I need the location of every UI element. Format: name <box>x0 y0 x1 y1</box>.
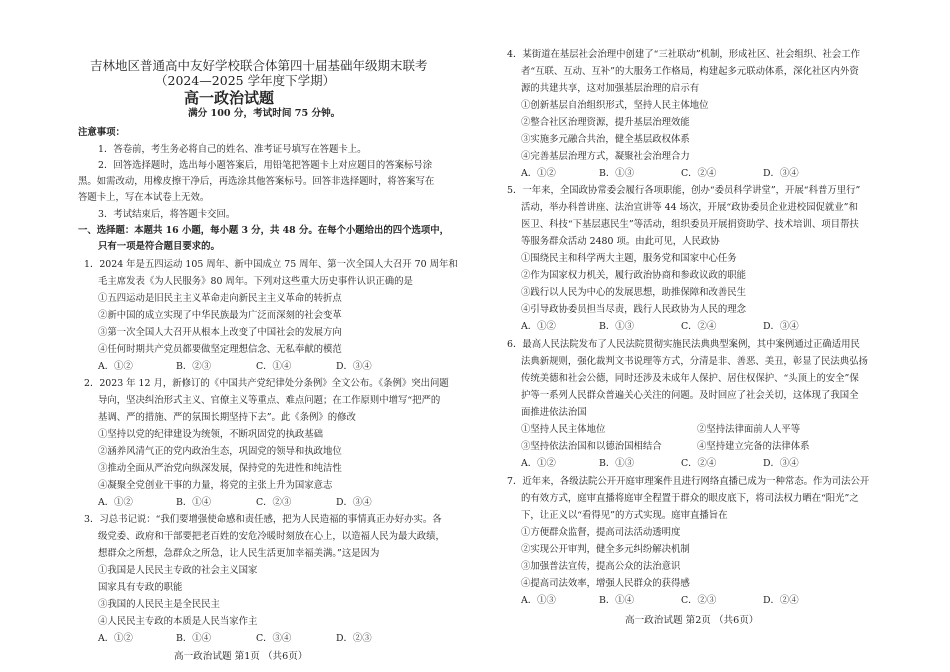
option-c[interactable]: C．③④ <box>256 633 292 644</box>
option-b[interactable]: B．①③ <box>599 458 635 469</box>
option-a[interactable]: A．①② <box>98 633 133 644</box>
option-c[interactable]: C．②④ <box>681 321 717 332</box>
section-heading: 一、选择题：本题共 16 小题，每小题 3 分，共 48 分。在每个小题给出的四个选项中， <box>78 225 449 236</box>
question-text: 5．一年来，全国政协常委会履行各项职能，创办“委员科学讲堂”，开展“科普万里行” <box>507 185 861 196</box>
question-text: 4．某街道在基层社会治理中创建了“三社联动”机制，形成社区、社会组织、社会工作 <box>507 49 861 60</box>
statement: ①围绕民主和科学两大主题，服务党和国家中心任务 <box>521 253 737 264</box>
option-b[interactable]: B．②③ <box>176 361 212 372</box>
option-b[interactable]: B．①③ <box>599 321 635 332</box>
note-item: 黑。如需改动，用橡皮擦干净后，再选涂其他答案标号。回答非选择题时，将答案写在 <box>78 176 435 187</box>
page-2 <box>475 0 950 672</box>
statement: ①方便群众监督，提高司法活动透明度 <box>521 527 681 538</box>
statement: ③推动全面从严治党向纵深发展，保持党的先进性和纯洁性 <box>98 463 342 474</box>
question-text: 2．2023 年 12 月，新修订的《中国共产党纪律处分条例》全文公布。《条例》突出问题 <box>84 378 449 389</box>
statement: ④任何时期共产党员都要做坚定理想信念、无私奉献的模范 <box>98 344 342 355</box>
question-text: 3．习总书记说：“我们要增强使命感和责任感，把为人民造福的事情真正办好办实。各 <box>84 514 442 525</box>
question-text: 6．最高人民法院发布了人民法院贯彻实施民法典典型案例，其中案例通过正确适用民 <box>507 339 860 350</box>
question-text: 者“互联、互动、互补”的大服务工作格局，构建起多元联动体系，深化社区内外资 <box>521 66 859 77</box>
statement: ②涵养风清气正的党内政治生态，巩固党的领导和执政地位 <box>98 446 342 457</box>
question-text: 毛主席发表《为人民服务》80 周年。下列对这些重大历史事件认识正确的是 <box>98 276 413 287</box>
exam-title-line1: 吉林地区普通高中友好学校联合体第四十届基础年级期末联考 <box>90 58 428 73</box>
statement: ②作为国家权力机关，履行政治协商和参政议政的职能 <box>521 270 747 281</box>
option-c[interactable]: C．②③ <box>256 497 292 508</box>
option-b[interactable]: B．①④ <box>599 595 635 606</box>
question-text: 导向，坚决纠治形式主义、官僚主义等重点、难点问题；在工作原则中增写“把严的 <box>98 395 441 406</box>
question-text: 等服务群众活动 2480 项。由此可见，人民政协 <box>521 236 720 247</box>
statement: ②新中国的成立实现了中华民族最为广泛而深刻的社会变革 <box>98 310 342 321</box>
note-item: 3．考试结束后，将答题卡交回。 <box>98 209 236 220</box>
statement: ③践行以人民为中心的发展思想，助推保障和改善民生 <box>521 287 747 298</box>
statement: ③第一次全国人大召开从根本上改变了中国社会的发展方向 <box>98 327 342 338</box>
statement: ①坚持以党的纪律建设为统领，不断巩固党的执政基础 <box>98 429 324 440</box>
statement: ③实施多元融合共治，健全基层政权体系 <box>521 134 690 145</box>
option-a[interactable]: A．①② <box>98 497 133 508</box>
question-text: 1．2024 年是五四运动 105 周年、新中国成立 75 周年、第一次全国人大召开 70 周年和 <box>84 259 458 270</box>
option-c[interactable]: C．①④ <box>256 361 292 372</box>
question-text: 护等一系列人民群众普遍关心关注的问题。及时回应了社会关切，这体现了我国全 <box>521 390 859 401</box>
option-d[interactable]: D．③④ <box>763 168 799 179</box>
statement: ①我国是人民民主专政的社会主义国家 <box>98 565 258 576</box>
score-time-info: 满分 100 分，考试时间 75 分钟。 <box>188 108 341 119</box>
page-footer: 高一政治试题 第1页 （共6页） <box>174 651 308 662</box>
option-d[interactable]: D．③④ <box>763 458 799 469</box>
statement: 国家具有专政的职能 <box>98 582 183 593</box>
question-text: 源的共建共享，这对加强基层治理的启示有 <box>521 83 700 94</box>
exam-subject-title: 高一政治试题 <box>184 89 275 107</box>
option-a[interactable]: A．①② <box>98 361 133 372</box>
section-heading: 只有一项是符合题目要求的。 <box>98 241 220 252</box>
question-text: 想群众之所想，急群众之所急，让人民生活更加幸福美满。”这是因为 <box>98 548 380 559</box>
question-text: 活动，举办科普讲座、法治宣讲等 44 场次，开展“政协委员企业进校园促就业”和 <box>521 202 858 213</box>
statement: ②坚持法律面前人人平等 <box>697 424 801 435</box>
option-a[interactable]: A．①② <box>521 168 556 179</box>
statement: ④引导政协委员担当尽责，践行人民政协为人民的理念 <box>521 304 747 315</box>
option-b[interactable]: B．①③ <box>599 168 635 179</box>
statement: ③坚持依法治国和以德治国相结合 <box>521 441 662 452</box>
statement: ①创新基层自治组织形式，坚持人民主体地位 <box>521 100 709 111</box>
page-footer: 高一政治试题 第2页 （共6页） <box>625 615 759 626</box>
option-a[interactable]: A．①③ <box>521 595 556 606</box>
question-text: 7．近年来，各级法院公开开庭审理案件且进行网络直播已成为一种常态。作为司法公开 <box>507 476 870 487</box>
option-c[interactable]: C．②④ <box>681 458 717 469</box>
option-c[interactable]: C．②③ <box>681 595 717 606</box>
question-text: 医卫、科技“下基层惠民生”等活动，组织委员开展捐资助学、技术培训、项目帮扶 <box>521 219 859 230</box>
statement: ③我国的人民民主是全民民主 <box>98 599 220 610</box>
note-item: 2．回答选择题时，选出每小题答案后，用铅笔把答题卡上对应题目的答案标号涂 <box>98 160 433 171</box>
question-text: 传统美德和社会公德，同时还涉及未成年人保护、居住权保护、“头顶上的安全”保 <box>521 373 859 384</box>
option-d[interactable]: D．②③ <box>336 633 372 644</box>
question-text: 法典新规则，强化裁判文书说理等方式，分清是非、善恶、美丑，彰显了民法典弘扬 <box>521 356 868 367</box>
statement: ④完善基层治理方式，凝聚社会治理合力 <box>521 151 690 162</box>
statement: ①五四运动是旧民主主义革命走向新民主主义革命的转折点 <box>98 293 342 304</box>
option-d[interactable]: D．③④ <box>763 321 799 332</box>
note-item: 1．答卷前，考生务必将自己的姓名、准考证号填写在答题卡上。 <box>98 144 367 155</box>
question-text: 级党委、政府和干部要把老百姓的安危冷暖时刻放在心上，以造福人民为最大政绩， <box>98 531 445 542</box>
question-text: 的有效方式，庭审直播将庭审全程置于群众的眼皮底下，将司法权力晒在“阳光”之 <box>521 493 859 504</box>
question-text: 面推进依法治国 <box>521 407 587 418</box>
option-d[interactable]: D．③④ <box>336 497 372 508</box>
notes-heading: 注意事项： <box>78 127 125 138</box>
statement: ④坚持建立完备的法律体系 <box>697 441 810 452</box>
question-text: 下，让正义以“看得见”的方式实现。庭审直播旨在 <box>521 510 728 521</box>
option-c[interactable]: C．②④ <box>681 168 717 179</box>
note-item: 答题卡上，写在本试卷上无效。 <box>78 192 210 203</box>
option-a[interactable]: A．①② <box>521 458 556 469</box>
statement: ①坚持人民主体地位 <box>521 424 606 435</box>
option-d[interactable]: D．②④ <box>763 595 799 606</box>
statement: ②整合社区治理资源，提升基层治理效能 <box>521 117 690 128</box>
option-d[interactable]: D．③④ <box>336 361 372 372</box>
statement: ④凝聚全党创业干事的力量，将党的主张上升为国家意志 <box>98 480 333 491</box>
option-a[interactable]: A．①② <box>521 321 556 332</box>
question-text: 基调、严的措施、严的氛围长期坚持下去”。此《条例》的修改 <box>98 412 356 423</box>
statement: ③加强普法宣传，提高公众的法治意识 <box>521 561 681 572</box>
statement: ④人民民主专政的本质是人民当家作主 <box>98 616 258 627</box>
option-b[interactable]: B．①④ <box>176 497 212 508</box>
statement: ②实现公开审判，健全多元纠纷解决机制 <box>521 544 690 555</box>
statement: ④提高司法效率，增强人民群众的获得感 <box>521 578 690 589</box>
option-b[interactable]: B．①④ <box>176 633 212 644</box>
exam-title-line2: （2024—2025 学年度下学期） <box>155 73 336 88</box>
